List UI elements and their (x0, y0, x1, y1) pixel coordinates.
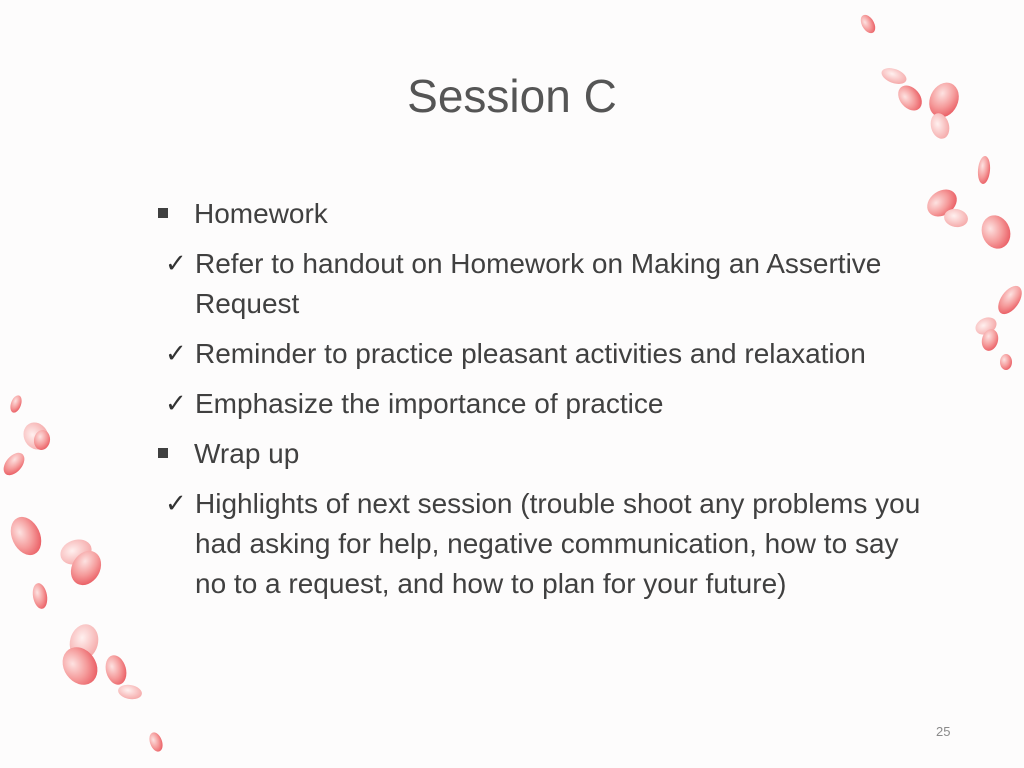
list-item-text: Highlights of next session (trouble shoot any problems you had asking for help, negative communication, how to say no to a request, and how to plan for your future) (195, 488, 921, 599)
bullet-label: Wrap up (194, 438, 300, 469)
list-item (150, 244, 930, 324)
page-number: 25 (936, 724, 951, 739)
rose-petal-icon (31, 582, 49, 610)
rose-petal-icon (57, 535, 95, 568)
checkmark-icon: ✓ (165, 249, 187, 279)
square-bullet-icon (158, 208, 168, 218)
rose-petal-icon (102, 653, 129, 687)
rose-petal-icon (993, 282, 1024, 319)
rose-petal-icon (5, 512, 47, 560)
rose-petal-icon (8, 394, 24, 414)
list-item (150, 334, 930, 374)
list-item (150, 484, 930, 604)
checkmark-icon: ✓ (165, 339, 187, 369)
rose-petal-icon (977, 211, 1015, 253)
rose-petal-icon (19, 418, 54, 454)
checkmark-icon: ✓ (165, 489, 187, 519)
rose-petal-icon (973, 314, 1000, 338)
list-item (150, 384, 930, 424)
bullet-label: Homework (194, 198, 328, 229)
rose-petal-icon (65, 545, 107, 590)
rose-petal-icon (1000, 354, 1012, 370)
rose-petal-icon (979, 327, 1000, 352)
rose-petal-icon (32, 429, 51, 451)
checkmark-icon: ✓ (165, 389, 187, 419)
rose-petal-icon (943, 207, 970, 229)
rose-petal-icon (66, 621, 102, 663)
rose-petal-icon (55, 640, 104, 691)
slide-content (150, 194, 930, 614)
bullet-wrap-up (150, 434, 930, 474)
rose-petal-icon (0, 449, 28, 479)
rose-petal-icon (117, 683, 143, 701)
bullet-homework (150, 194, 930, 234)
rose-petal-icon (858, 12, 878, 35)
square-bullet-icon (158, 448, 168, 458)
rose-petal-icon (977, 156, 991, 185)
rose-petal-icon (147, 731, 165, 754)
list-item-text: Emphasize the importance of practice (195, 388, 664, 419)
list-item-text: Reminder to practice pleasant activities and relaxation (195, 338, 866, 369)
list-item-text: Refer to handout on Homework on Making an Assertive Request (195, 248, 882, 319)
page-title: Session C (407, 70, 617, 122)
